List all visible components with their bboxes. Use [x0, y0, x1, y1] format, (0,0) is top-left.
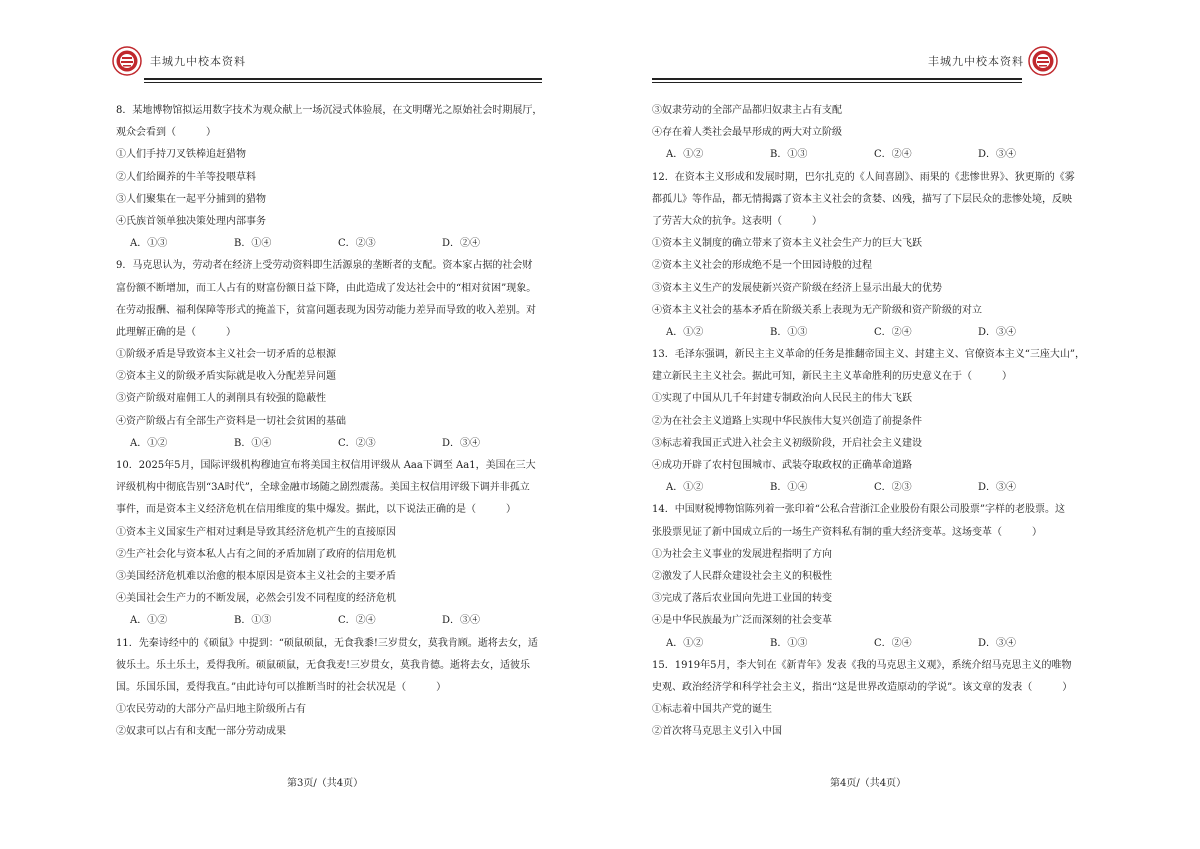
- statement-line: ④资产阶级占有全部生产资料是一切社会贫困的基础: [116, 415, 346, 427]
- question-10-line: 评级机构中彻底告别“3A时代”，全球金融市场随之剧烈震荡。美国主权信用评级下调并非孤立: [116, 482, 530, 494]
- option-b[interactable]: B．①③: [770, 326, 808, 338]
- statement-line: ②资本主义社会的形成绝不是一个田园诗般的过程: [652, 260, 872, 272]
- question-9-options: [116, 433, 558, 455]
- right-content: [652, 100, 1098, 743]
- question-9-line: 富份额不断增加，而工人占有的财富份额日益下降，由此造成了发达社会中的“相对贫困”现象。: [116, 282, 537, 294]
- option-b[interactable]: B．①③: [234, 615, 272, 627]
- question-15-line: 15．1919年5月，李大钊在《新青年》发表《我的马克思主义观》，系统介绍马克思主义的唯物: [652, 659, 1072, 671]
- statement-line: ②首次将马克思主义引入中国: [652, 726, 782, 738]
- statement-line: ②为在社会主义道路上实现中华民族伟大复兴创造了前提条件: [652, 415, 922, 427]
- right-header: [652, 44, 1064, 88]
- statement-line: ②资本主义的阶级矛盾实际就是收入分配差异问题: [116, 371, 336, 383]
- option-a[interactable]: A．①②: [666, 326, 704, 338]
- option-c[interactable]: C．②④: [874, 637, 912, 649]
- option-c[interactable]: C．②③: [874, 482, 912, 494]
- page-number: 第4页/（共4页）: [830, 778, 907, 789]
- statement-line: ③资产阶级对雇佣工人的剥削具有较强的隐蔽性: [116, 393, 326, 405]
- question-8-line: 观众会看到（ ）: [116, 127, 216, 139]
- question-12-line: 都孤儿》等作品，都无情揭露了资本主义社会的贪婪、凶残，描写了下层民众的悲惨处境，反映: [652, 193, 1072, 205]
- school-name: 丰城九中校本资料: [150, 55, 246, 68]
- statement-line: ①资本主义制度的确立带来了资本主义社会生产力的巨大飞跃: [652, 238, 922, 250]
- option-a[interactable]: A．①③: [130, 238, 168, 250]
- question-12-line: 了劳苦大众的抗争。这表明（ ）: [652, 215, 822, 227]
- option-a[interactable]: A．①②: [130, 615, 168, 627]
- statement-line: ①阶级矛盾是导致资本主义社会一切矛盾的总根源: [116, 349, 336, 361]
- school-name: 丰城九中校本资料: [928, 55, 1024, 68]
- statement-line: ④美国社会生产力的不断发展，必然会引发不同程度的经济危机: [116, 593, 396, 605]
- question-9-line: 在劳动报酬、福利保障等形式的掩盖下，贫富问题表现为因劳动能力差异而导致的收入差别。对: [116, 304, 536, 316]
- statement-line: ④是中华民族最为广泛而深刻的社会变革: [652, 615, 832, 627]
- option-b[interactable]: B．①④: [770, 482, 808, 494]
- option-a[interactable]: A．①②: [666, 637, 704, 649]
- question-9-line: 9．马克思认为，劳动者在经济上受劳动资料即生活源泉的垄断者的支配。资本家占据的社会财: [116, 260, 533, 272]
- statement-line: ②人们给圈养的牛羊等投喂草料: [116, 171, 256, 183]
- option-b[interactable]: B．①③: [770, 637, 808, 649]
- option-d[interactable]: D．③④: [978, 637, 1017, 649]
- question-14-line: 14．中国财税博物馆陈列着一张印着“公私合营浙江企业股份有限公司股票”字样的老股票。这: [652, 504, 1065, 516]
- option-d[interactable]: D．②④: [442, 238, 481, 250]
- question-14-options: [652, 633, 1098, 655]
- school-logo-icon: [112, 46, 142, 76]
- question-12-options: [652, 322, 1098, 344]
- question-9-line: 此理解正确的是（ ）: [116, 326, 236, 338]
- question-10-line: 事件，而是资本主义经济危机在信用维度的集中爆发。据此，以下说法正确的是（ ）: [116, 504, 516, 516]
- question-12-line: 12．在资本主义形成和发展时期，巴尔扎克的《人间喜剧》、雨果的《悲惨世界》、狄更斯的《雾: [652, 171, 1075, 183]
- statement-line: ④成功开辟了农村包围城市、武装夺取政权的正确革命道路: [652, 460, 912, 471]
- statement-line: ③奴隶劳动的全部产品都归奴隶主占有支配: [652, 105, 842, 116]
- question-8-line: 8．某地博物馆拟运用数字技术为观众献上一场沉浸式体验展，在文明曙光之原始社会时期展厅，: [116, 105, 543, 116]
- question-10-line: 10．2025年5月，国际评级机构穆迪宣布将美国主权信用评级从 Aaa下调至 Aa1，美国在三大: [116, 460, 536, 471]
- option-d[interactable]: D．③④: [442, 437, 481, 449]
- option-d[interactable]: D．③④: [978, 149, 1017, 161]
- option-a[interactable]: A．①②: [666, 149, 704, 161]
- option-b[interactable]: B．①④: [234, 437, 272, 449]
- statement-line: ③美国经济危机难以治愈的根本原因是资本主义社会的主要矛盾: [116, 570, 396, 582]
- statement-line: ①农民劳动的大部分产品归地主阶级所占有: [116, 704, 306, 716]
- option-b[interactable]: B．①④: [234, 238, 272, 250]
- school-logo-icon: [1028, 46, 1058, 76]
- statement-line: ③人们聚集在一起平分捕到的猎物: [116, 193, 266, 205]
- statement-line: ④存在着人类社会最早形成的两大对立阶级: [652, 127, 842, 139]
- statement-line: ②奴隶可以占有和支配一部分劳动成果: [116, 726, 286, 738]
- statement-line: ①实现了中国从几千年封建专制政治向人民民主的伟大飞跃: [652, 393, 912, 405]
- header-rule-thin: [144, 82, 542, 83]
- statement-line: ③标志着我国正式进入社会主义初级阶段，开启社会主义建设: [652, 437, 922, 449]
- question-13-line: 13．毛泽东强调，新民主主义革命的任务是推翻帝国主义、封建主义、官僚资本主义“三座大山”，: [652, 349, 1085, 361]
- option-c[interactable]: C．②④: [338, 615, 376, 627]
- question-15-line: 史观、政治经济学和科学社会主义，指出“这是世界改造原动的学说”。该文章的发表（ ）: [652, 681, 1073, 693]
- option-c[interactable]: C．②④: [874, 149, 912, 161]
- statement-line: ④氏族首领单独决策处理内部事务: [116, 215, 266, 227]
- right-page: [600, 0, 1200, 849]
- question-11-line: 彼乐土。乐土乐土，爰得我所。硕鼠硕鼠，无食我麦!三岁贯女，莫我肯德。逝将去女，适彼乐: [116, 659, 531, 671]
- statement-line: ④资本主义社会的基本矛盾在阶级关系上表现为无产阶级和资产阶级的对立: [652, 304, 982, 316]
- left-header: [112, 44, 542, 88]
- statement-line: ③完成了落后农业国向先进工业国的转变: [652, 593, 832, 605]
- option-d[interactable]: D．③④: [978, 482, 1017, 494]
- statement-line: ②激发了人民群众建设社会主义的积极性: [652, 570, 832, 582]
- left-content: [116, 100, 558, 743]
- question-11-options: [652, 144, 1098, 166]
- option-c[interactable]: C．②③: [338, 238, 376, 250]
- header-rule-thin: [652, 82, 1022, 83]
- option-a[interactable]: A．①②: [666, 482, 704, 494]
- page-number: 第3页/（共4页）: [287, 778, 364, 789]
- header-rule: [652, 78, 1022, 80]
- question-8-options: [116, 233, 558, 255]
- option-d[interactable]: D．③④: [442, 615, 481, 627]
- statement-line: ①资本主义国家生产相对过剩是导致其经济危机产生的直接原因: [116, 526, 396, 538]
- statement-line: ①人们手持刀叉铁棒追赶猎物: [116, 149, 246, 161]
- option-c[interactable]: C．②③: [338, 437, 376, 449]
- header-rule: [144, 78, 542, 80]
- statement-line: ②生产社会化与资本私人占有之间的矛盾加剧了政府的信用危机: [116, 548, 396, 560]
- option-c[interactable]: C．②④: [874, 326, 912, 338]
- statement-line: ①为社会主义事业的发展进程指明了方向: [652, 548, 832, 560]
- question-11-line: 11．先秦诗经中的《硕鼠》中提到：“硕鼠硕鼠，无食我黍!三岁贯女，莫我肯顾。逝将去女，适: [116, 637, 538, 649]
- question-11-line: 国。乐国乐国，爰得我直。”由此诗句可以推断当时的社会状况是（ ）: [116, 681, 447, 693]
- question-10-options: [116, 610, 558, 632]
- question-14-line: 张股票见证了新中国成立后的一场生产资料私有制的重大经济变革。这场变革（ ）: [652, 526, 1042, 538]
- statement-line: ③资本主义生产的发展使新兴资产阶级在经济上显示出最大的优势: [652, 282, 942, 294]
- option-d[interactable]: D．③④: [978, 326, 1017, 338]
- question-13-options: [652, 477, 1098, 499]
- statement-line: ①标志着中国共产党的诞生: [652, 704, 772, 716]
- option-a[interactable]: A．①②: [130, 437, 168, 449]
- question-13-line: 建立新民主主义社会。据此可知，新民主主义革命胜利的历史意义在于（ ）: [652, 371, 1012, 383]
- option-b[interactable]: B．①③: [770, 149, 808, 161]
